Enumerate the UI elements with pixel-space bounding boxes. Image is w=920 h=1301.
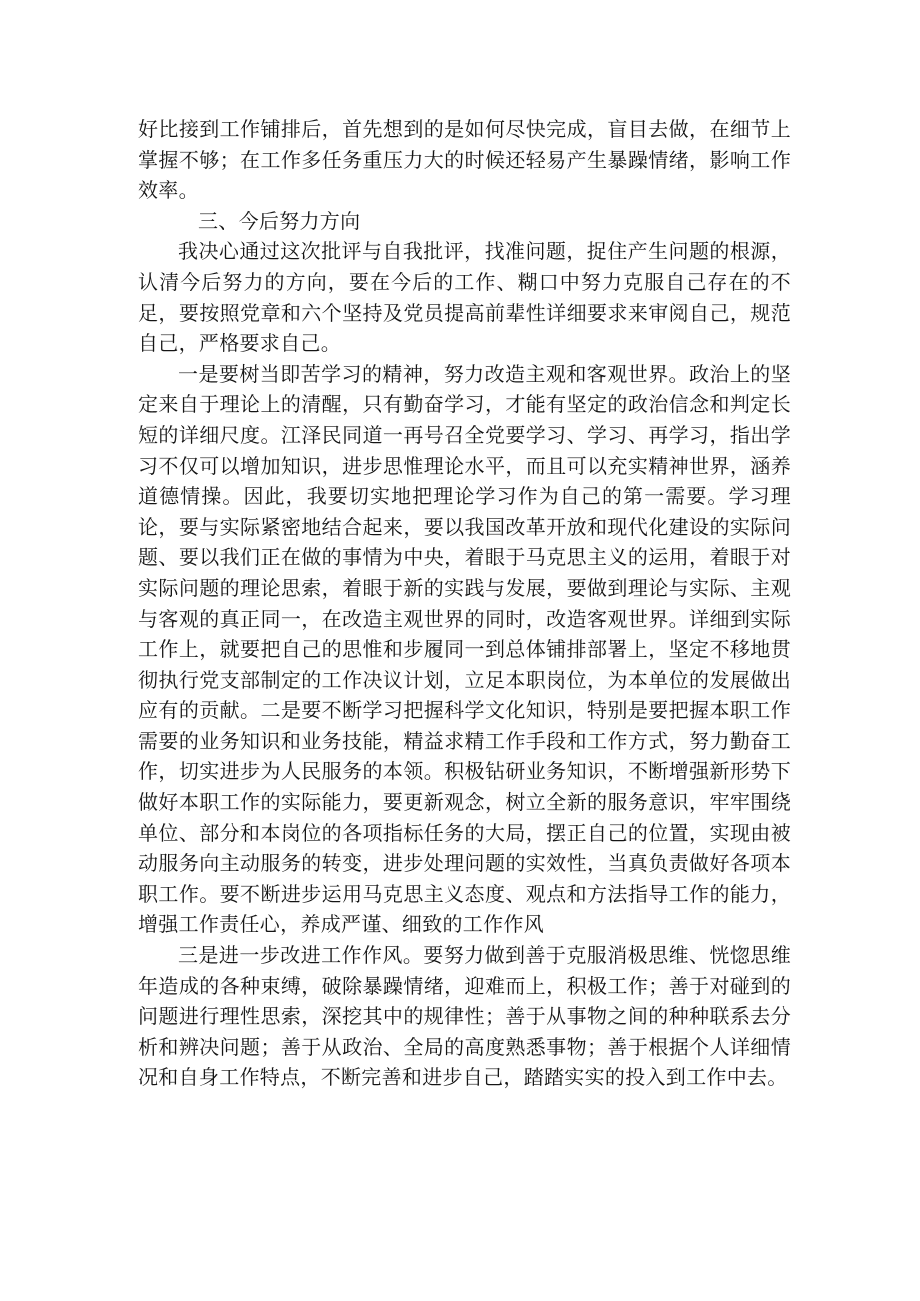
paragraph-study: 一是要树当即苦学习的精神，努力改造主观和客观世界。政治上的坚定来自于理论上的清醒，只有勤奋学习，才能有坚定的政治信念和判定长短的详细尺度。江泽民同道一再号召全党要学习、学习、再学习，指出学习不仅可以增加知识，进步思惟理论水平，而且可以充实精神世界，涵养道德情操。因此，我要切实地把理论学习作为自己的第一需要。学习理论，要与实际紧密地结合起来，要以我国改革开放和现代化建设的实际问题、要以我们正在做的事情为中央，着眼于马克思主义的运用，着眼于对实际问题的理论思索，着眼于新的实践与发展，要做到理论与实际、主观与客观的真正同一，在改造主观世界的同时，改造客观世界。详细到实际工作上，就要把自己的思惟和步履同一到总体铺排部署上，坚定不移地贯彻执行党支部制定的工作决议计划，立足本职岗位，为本单位的发展做出应有的贡献。二是要不断学习把握科学文化知识，特别是要把握本职工作需要的业务知识和业务技能，精益求精工作手段和工作方式，努力勤奋工作，切实进步为人民服务的本领。积极钻研业务知识，不断增强新形势下做好本职工作的实际能力，要更新观念，树立全新的服务意识，牢牢围绕单位、部分和本岗位的各项指标任务的大局，摆正自己的位置，实现由被动服务向主动服务的转变，进步处理问题的实效性，当真负责做好各项本职工作。要不断进步运用马克思主义态度、观点和方法指导工作的能力，增强工作责任心，养成严谨、细致的工作作风 <box>138 361 791 937</box>
section-heading: 三、今后努力方向 <box>198 208 361 233</box>
document-page <box>138 114 791 1093</box>
paragraph-resolution: 我决心通过这次批评与自我批评，找准问题，捉住产生问题的根源，认清今后努力的方向，要在今后的工作、糊口中努力克服自己存在的不足，要按照党章和六个坚持及党员提高前辈性详细要求来审阅自己，规范自己，严格要求自己。 <box>138 239 791 356</box>
paragraph-work-style: 三是进一步改进工作作风。要努力做到善于克服消极思维、恍惚思维年造成的各种束缚，破除暴躁情绪，迎难而上，积极工作；善于对碰到的问题进行理性思索，深挖其中的规律性；善于从事物之间的种种联系去分析和辨决问题；善于从政治、全局的高度熟悉事物；善于根据个人详细情况和自身工作特点，不断完善和进步自己，踏踏实实的投入到工作中去。 <box>138 943 791 1090</box>
paragraph-continuation: 好比接到工作铺排后，首先想到的是如何尽快完成，盲目去做，在细节上掌握不够；在工作多任务重压力大的时候还轻易产生暴躁情绪，影响工作效率。 <box>138 117 791 203</box>
